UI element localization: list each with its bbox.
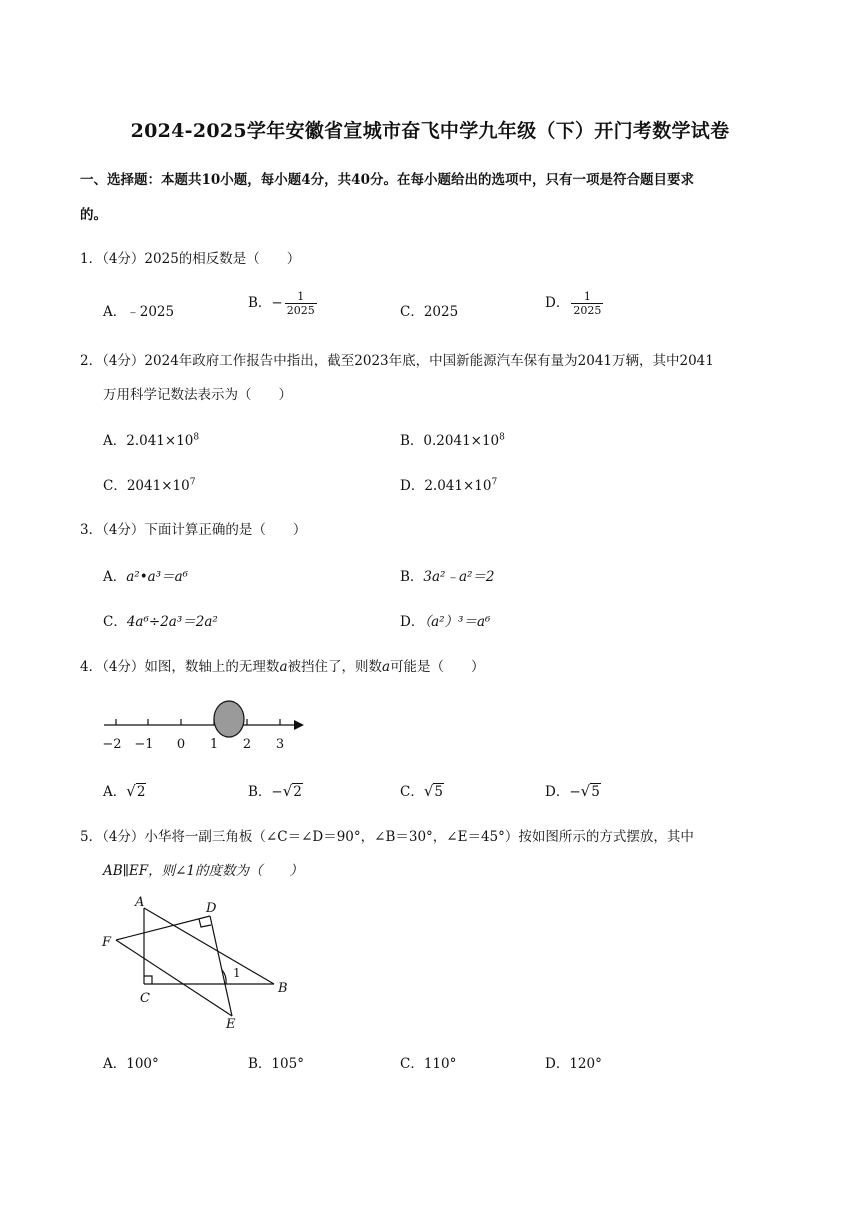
point-label-D: D [206, 901, 217, 916]
question-2-option-a: A．$2.041\times 10^8$ [103, 432, 200, 449]
question-3-option-c: C．4a⁶÷2a³＝2a² [103, 614, 218, 630]
question-2-option-b: B．$0.2041\times 10^8$ [400, 432, 505, 449]
question-5-option-a: A．100° [103, 1056, 159, 1072]
axis-label-neg2: −2 [102, 737, 122, 752]
page-title: 2024-2025学年安徽省宣城市奋飞中学九年级（下）开门考数学试卷 [130, 120, 730, 142]
right-angle-mark-D [199, 919, 211, 927]
segment-FE [116, 940, 232, 1016]
number-line-figure [98, 695, 313, 755]
segment-DE [210, 916, 232, 1016]
question-4-option-d: D．−√5 [545, 782, 600, 800]
question-1-stem: 1．（4分）2025的相反数是（ ） [80, 251, 301, 267]
axis-label-neg1: −1 [134, 737, 154, 752]
section-heading-line2: 的。 [80, 207, 107, 223]
question-4-option-a: A．√2 [103, 782, 146, 800]
point-label-A: A [135, 895, 145, 910]
number-line-arrow [294, 720, 304, 730]
point-label-B: B [278, 981, 288, 996]
blocking-oval [214, 701, 244, 737]
point-label-F: F [102, 935, 112, 950]
axis-label-2: 2 [242, 737, 252, 752]
point-label-E: E [226, 1017, 236, 1032]
question-4-option-c: C．√5 [400, 782, 443, 800]
question-1-option-a: A．﹣2025 [103, 304, 175, 320]
question-5-option-c: C．110° [400, 1056, 457, 1072]
question-5-option-b: B．105° [248, 1056, 304, 1072]
question-4-option-b: B．−√2 [248, 782, 302, 800]
question-3-option-b: B．3a²﹣a²＝2 [400, 569, 495, 585]
question-2-stem-line2: 万用科学记数法表示为（ ） [103, 387, 292, 403]
question-3-stem: 3．（4分）下面计算正确的是（ ） [80, 522, 307, 538]
question-3-option-a: A．a²•a³＝a⁶ [103, 569, 189, 585]
question-4-stem: 4．（4分）如图，数轴上的无理数a被挡住了，则数a可能是（ ） [80, 659, 485, 675]
angle-label-1: 1 [233, 966, 241, 980]
question-5-stem-line2: AB∥EF，则∠1的度数为（ ） [103, 863, 304, 879]
point-label-C: C [140, 991, 150, 1006]
question-2-option-c: C．$2041\times 10^7$ [103, 477, 196, 494]
axis-label-1: 1 [209, 737, 219, 752]
question-1-option-d: D． $\frac{1}{2025}$ [545, 290, 602, 317]
axis-label-3: 3 [275, 737, 285, 752]
segment-AB [144, 908, 274, 984]
right-angle-mark-C [144, 976, 152, 984]
triangle-figure [98, 892, 298, 1032]
section-heading-line1: 一、选择题：本题共10小题，每小题4分，共40分。在每小题给出的选项中，只有一项是符合题目要求 [80, 172, 694, 188]
question-2-option-d: D．$2.041\times 10^7$ [400, 477, 498, 494]
question-5-stem-line1: 5．（4分）小华将一副三角板（∠C＝∠D＝90°，∠B＝30°，∠E＝45°）按如图所示的方式摆放，其中 [80, 829, 694, 845]
question-2-stem-line1: 2．（4分）2024年政府工作报告中指出，截至2023年底，中国新能源汽车保有量为2041万辆，其中2041 [80, 353, 714, 369]
question-3-option-d: D．（a²）³＝a⁶ [400, 614, 491, 630]
axis-label-0: 0 [176, 737, 186, 752]
question-5-option-d: D．120° [545, 1056, 602, 1072]
question-1-option-c: C．2025 [400, 304, 459, 320]
question-1-option-b: B．− $\frac{1}{2025}$ [248, 290, 315, 317]
